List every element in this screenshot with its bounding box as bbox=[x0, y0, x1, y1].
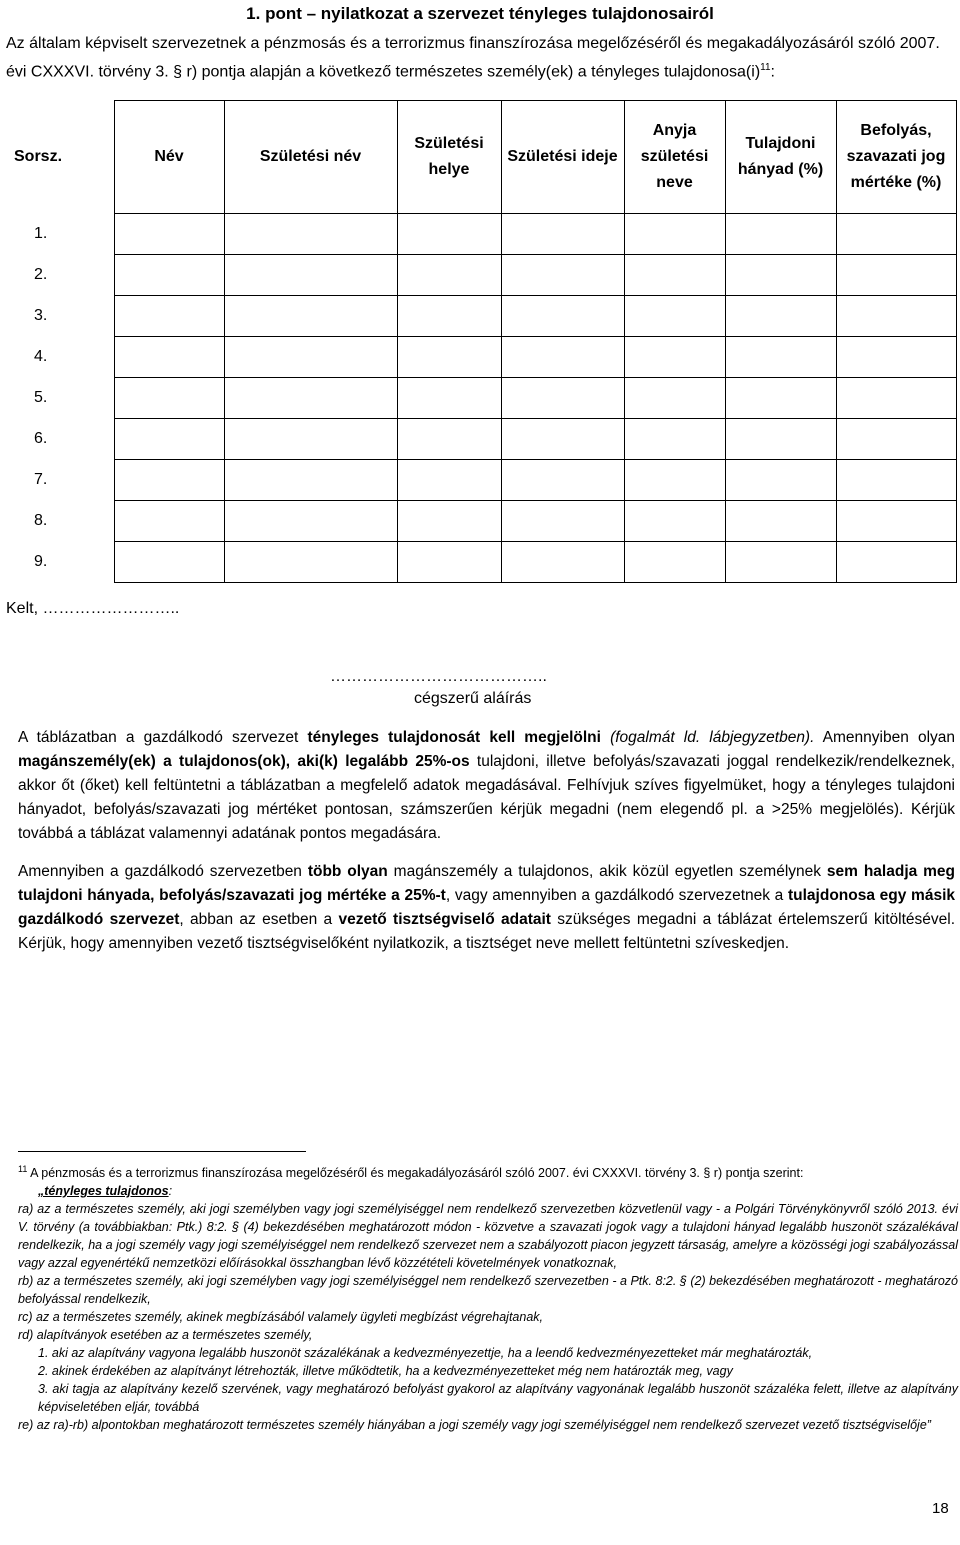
text-span: , vagy amennyiben a gazdálkodó szervezetnek a bbox=[445, 887, 788, 904]
table-cell[interactable] bbox=[224, 378, 397, 419]
table-cell[interactable] bbox=[836, 337, 956, 378]
table-cell[interactable] bbox=[725, 501, 836, 542]
table-cell[interactable] bbox=[501, 419, 624, 460]
bold-span: több olyan bbox=[307, 863, 388, 880]
table-row bbox=[4, 378, 956, 419]
table-cell[interactable] bbox=[725, 542, 836, 583]
italic-span: (fogalmát ld. lábjegyzetben). bbox=[600, 729, 815, 746]
page-number: 18 bbox=[932, 1500, 949, 1517]
table-cell[interactable] bbox=[836, 214, 956, 255]
footnote-number: 11 bbox=[18, 1164, 28, 1174]
table-cell[interactable] bbox=[224, 214, 397, 255]
header-befolyas: Befolyás, szavazati jog mértéke (%) bbox=[836, 101, 956, 214]
table-cell[interactable] bbox=[397, 542, 501, 583]
table-cell[interactable] bbox=[114, 378, 224, 419]
table-cell[interactable] bbox=[501, 214, 624, 255]
header-szuletesi-helye: Születési helye bbox=[397, 101, 501, 214]
text-span: , abban az esetben a bbox=[179, 911, 339, 928]
text-span: tulajdoni, illetve befolyás/szavazati joggal rendelkezik/rendelkeznek, akkor őt (őket) kell feltüntetni a táblázatban a megfelelő adatok megadásával. Felhívjuk szíves figyelmüket, hogy a tényleges tulajdoni hányadot, befolyás/szavazati jog mértéket pontosan, számszerűen kérjük megadni (nem elegendő pl. a >25% megjelölés). Kérjük továbbá a táblázat valamennyi adatának pontos megadására. bbox=[18, 753, 955, 842]
table-cell[interactable] bbox=[624, 337, 725, 378]
table-cell[interactable] bbox=[836, 501, 956, 542]
table-cell[interactable] bbox=[725, 214, 836, 255]
table-cell[interactable] bbox=[501, 255, 624, 296]
row-number: 7. bbox=[4, 460, 114, 501]
intro-body: Az általam képviselt szervezetnek a pénzmosás és a terrorizmus finanszírozása megelőzéséről és megakadályozásáról szóló 2007. évi CXXXVI. törvény 3. § r) pontja alapján a következő természetes személy(ek) a tényleges tulajdonosa(i) bbox=[6, 35, 940, 81]
table-cell[interactable] bbox=[725, 296, 836, 337]
signature-label: cégszerű aláírás bbox=[414, 690, 532, 707]
table-cell[interactable] bbox=[114, 255, 224, 296]
table-cell[interactable] bbox=[836, 542, 956, 583]
row-number: 8. bbox=[4, 501, 114, 542]
text-span: magánszemély a tulajdonos, akik közül egyetlen személynek bbox=[387, 863, 827, 880]
table-cell[interactable] bbox=[725, 337, 836, 378]
row-number: 4. bbox=[4, 337, 114, 378]
table-row bbox=[4, 255, 956, 296]
term-text: „tényleges tulajdonos bbox=[38, 1184, 169, 1199]
table-cell[interactable] bbox=[114, 501, 224, 542]
instruction-paragraph-2 bbox=[18, 860, 955, 956]
table-row bbox=[4, 214, 956, 255]
table-cell[interactable] bbox=[397, 255, 501, 296]
table-cell[interactable] bbox=[397, 460, 501, 501]
table-cell[interactable] bbox=[624, 296, 725, 337]
intro-tail: : bbox=[770, 63, 775, 81]
row-number: 5. bbox=[4, 378, 114, 419]
bold-span: vezető tisztségviselő adatait bbox=[338, 911, 551, 928]
header-szuletesi-nev: Születési név bbox=[224, 101, 397, 214]
footnote-term bbox=[18, 1182, 958, 1200]
footnote-intro-text: A pénzmosás és a terrorizmus finanszírozása megelőzéséről és megakadályozásáról szóló 2007. évi CXXXVI. törvény 3. § r) pontja szerint: bbox=[27, 1166, 804, 1181]
signature-line: ………………………………….. bbox=[330, 668, 547, 685]
table-cell[interactable] bbox=[224, 419, 397, 460]
table-cell[interactable] bbox=[397, 501, 501, 542]
table-cell[interactable] bbox=[725, 460, 836, 501]
owners-table bbox=[4, 100, 957, 583]
page-title: 1. pont – nyilatkozat a szervezet tényleges tulajdonosairól bbox=[246, 4, 714, 23]
row-number: 6. bbox=[4, 419, 114, 460]
footnote bbox=[18, 1160, 958, 1434]
table-cell[interactable] bbox=[114, 542, 224, 583]
table-cell[interactable] bbox=[397, 419, 501, 460]
row-number: 9. bbox=[4, 542, 114, 583]
header-nev: Név bbox=[114, 101, 224, 214]
table-row bbox=[4, 337, 956, 378]
table-cell[interactable] bbox=[397, 337, 501, 378]
text-span: Amennyiben olyan bbox=[814, 729, 955, 746]
header-szuletesi-ideje: Születési ideje bbox=[501, 101, 624, 214]
footnote-rd-3: 3. aki tagja az alapítvány kezelő szervének, vagy meghatározó befolyást gyakorol az alapítvány vagyonának legalább huszonöt százaléka felett, illetve az alapítvány képviseletében eljár, továbbá bbox=[38, 1382, 958, 1415]
table-cell[interactable] bbox=[624, 378, 725, 419]
table-cell[interactable] bbox=[501, 296, 624, 337]
footnote-rb: rb) az a természetes személy, aki jogi személyben vagy jogi személyiséggel nem rendelkező szervezetben - a Ptk. 8:2. § (2) bekezdésében meghatározott - meghatározó befolyással rendelkezik, bbox=[18, 1274, 958, 1307]
table-cell[interactable] bbox=[725, 419, 836, 460]
table-cell[interactable] bbox=[624, 214, 725, 255]
table-row bbox=[4, 296, 956, 337]
table-cell[interactable] bbox=[836, 296, 956, 337]
table-cell[interactable] bbox=[624, 419, 725, 460]
bold-span: tulajdonosa egy másik gazdálkodó szervezet bbox=[18, 887, 955, 928]
table-cell[interactable] bbox=[224, 501, 397, 542]
row-number: 2. bbox=[4, 255, 114, 296]
table-row bbox=[4, 460, 956, 501]
footnote-intro bbox=[18, 1160, 958, 1182]
table-cell[interactable] bbox=[224, 337, 397, 378]
footnote-rd-2: 2. akinek érdekében az alapítványt létrehozták, illetve működtetik, ha a kedvezményezetteket még nem határozták meg, vagy bbox=[38, 1364, 733, 1379]
footnote-ref: 11 bbox=[760, 62, 771, 73]
table-cell[interactable] bbox=[114, 337, 224, 378]
table-cell[interactable] bbox=[836, 460, 956, 501]
table-cell[interactable] bbox=[224, 460, 397, 501]
table-cell[interactable] bbox=[501, 337, 624, 378]
table-cell[interactable] bbox=[224, 255, 397, 296]
table-cell[interactable] bbox=[397, 296, 501, 337]
table-cell[interactable] bbox=[836, 419, 956, 460]
bold-span: sem haladja meg tulajdoni hányada, befolyás/szavazati jog mértéke a 25%-t bbox=[18, 863, 956, 904]
table-cell[interactable] bbox=[624, 460, 725, 501]
table-cell[interactable] bbox=[501, 542, 624, 583]
bold-span: magánszemély(ek) a tulajdonos(ok), aki(k) legalább 25%-os bbox=[18, 753, 470, 770]
term-tail: : bbox=[168, 1184, 173, 1199]
row-number: 3. bbox=[4, 296, 114, 337]
footnote-rd: rd) alapítványok esetében az a természetes személy, bbox=[18, 1328, 313, 1343]
table-cell[interactable] bbox=[836, 255, 956, 296]
table-cell[interactable] bbox=[501, 378, 624, 419]
table-cell[interactable] bbox=[501, 501, 624, 542]
row-number: 1. bbox=[4, 214, 114, 255]
footnote-re: re) az ra)-rb) alpontokban meghatározott természetes személy hiányában a jogi személy vagy jogi személyiséggel nem rendelkező szervezet vezető tisztségviselője” bbox=[18, 1418, 931, 1433]
table-cell[interactable] bbox=[224, 542, 397, 583]
text-span: A táblázatban a gazdálkodó szervezet bbox=[18, 729, 308, 746]
header-tulajdoni-hanyad: Tulajdoni hányad (%) bbox=[725, 101, 836, 214]
bold-span: tényleges tulajdonosát kell megjelölni bbox=[307, 729, 601, 746]
table-row bbox=[4, 501, 956, 542]
table-cell[interactable] bbox=[624, 542, 725, 583]
table-cell[interactable] bbox=[397, 214, 501, 255]
table-cell[interactable] bbox=[836, 378, 956, 419]
footnote-ra: ra) az a természetes személy, aki jogi személyben vagy jogi személyiséggel nem rendelkező szervezetben közvetlenül vagy - a Polgári Törvénykönyvről szóló 2013. évi V. törvény (a továbbiakban: Ptk.) 8:2. § (4) bekezdésében meghatározott módon - közvetve a szavazati jogok vagy a tulajdoni hányad legalább huszonöt százalékával rendelkezik, ha a jogi személy vagy jogi személyiséggel nem rendelkező szervezet nem a szabályozott piacon jegyzett társaság, amelyre a közösségi jogi szabályozással vagy azzal egyenértékű nemzetközi előírásokkal összhangban lévő közzétételi követelmények vonatkoznak, bbox=[18, 1202, 958, 1271]
table-row bbox=[4, 542, 956, 583]
table-cell[interactable] bbox=[397, 378, 501, 419]
kelt-field: Kelt, …………………….. bbox=[6, 600, 180, 617]
table-cell[interactable] bbox=[501, 460, 624, 501]
table-cell[interactable] bbox=[624, 501, 725, 542]
table-row bbox=[4, 419, 956, 460]
table-cell[interactable] bbox=[224, 296, 397, 337]
table-cell[interactable] bbox=[114, 419, 224, 460]
header-sorsz: Sorsz. bbox=[4, 101, 114, 214]
text-span: szükséges megadni a táblázat értelemszerű kitöltésével. Kérjük, hogy amennyiben vezető tisztségviselőként nyilatkozik, a tisztséget neve mellett feltüntetni szíveskedjen. bbox=[18, 911, 956, 952]
table-cell[interactable] bbox=[624, 255, 725, 296]
table-cell[interactable] bbox=[114, 460, 224, 501]
table-header-row bbox=[4, 101, 956, 214]
footnote-rd-1: 1. aki az alapítvány vagyona legalább huszonöt százalékának a kedvezményezettje, ha a leendő kedvezményezetteket már meghatározták, bbox=[38, 1346, 813, 1361]
intro-text bbox=[6, 32, 956, 84]
footnote-divider bbox=[18, 1151, 306, 1152]
text-span: Amennyiben a gazdálkodó szervezetben bbox=[18, 863, 308, 880]
footnote-rc: rc) az a természetes személy, akinek megbízásából valamely ügyleti megbízást végrehajtanak, bbox=[18, 1310, 544, 1325]
instruction-paragraph-1 bbox=[18, 726, 955, 846]
header-anyja-neve: Anyja születési neve bbox=[624, 101, 725, 214]
table-cell[interactable] bbox=[725, 255, 836, 296]
table-cell[interactable] bbox=[114, 214, 224, 255]
table-cell[interactable] bbox=[114, 296, 224, 337]
table-cell[interactable] bbox=[725, 378, 836, 419]
